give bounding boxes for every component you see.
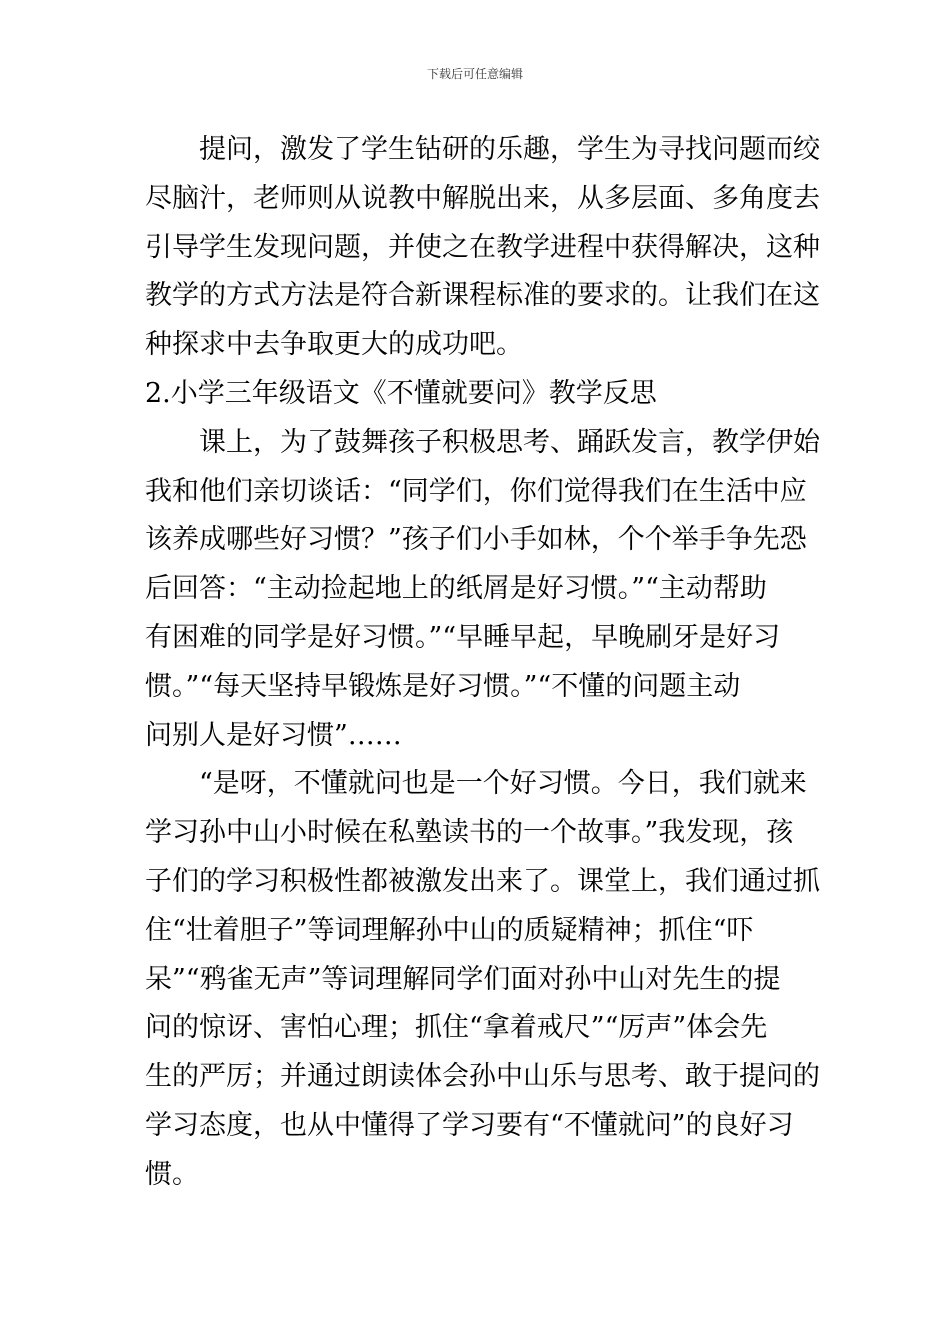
text-line: 教学的方式方法是符合新课程标准的要求的。让我们在这 [145, 280, 820, 312]
page-header: 下载后可任意编辑 [426, 67, 523, 81]
text-line: 尽脑汁，老师则从说教中解脱出来，从多层面、多角度去 [145, 182, 820, 214]
section-heading: 2.小学三年级语文《不懂就要问》教学反思 [145, 377, 657, 409]
text-line: 该养成哪些好习惯？”孩子们小手如林，个个举手争先恐 [145, 524, 807, 556]
text-line: 呆”“鸦雀无声”等词理解同学们面对孙中山对先生的提 [145, 963, 781, 995]
text-line: 问的惊讶、害怕心理；抓住“拿着戒尺”“厉声”体会先 [145, 1012, 768, 1044]
text-line: 我和他们亲切谈话：“同学们，你们觉得我们在生活中应 [145, 475, 807, 507]
text-line: 问别人是好习惯”…… [145, 719, 402, 751]
text-line: 课上，为了鼓舞孩子积极思考、踊跃发言，教学伊始 [145, 426, 820, 458]
text-line: 惯。”“每天坚持早锻炼是好习惯。”“不懂的问题主动 [145, 670, 741, 702]
text-line: 生的严厉；并通过朗读体会孙中山乐与思考、敢于提问的 [145, 1061, 820, 1093]
text-line: 住“壮着胆子”等词理解孙中山的质疑精神；抓住“吓 [145, 914, 754, 946]
text-line: 提问，激发了学生钻研的乐趣，学生为寻找问题而绞 [145, 134, 820, 165]
text-line: 学习孙中山小时候在私塾读书的一个故事。”我发现，孩 [145, 817, 794, 849]
text-line: 子们的学习积极性都被激发出来了。课堂上，我们通过抓 [145, 865, 820, 897]
text-line: 种探求中去争取更大的成功吧。 [145, 329, 523, 361]
text-line: 学习态度，也从中懂得了学习要有“不懂就问”的良好习 [145, 1109, 794, 1141]
text-line: 有困难的同学是好习惯。”“早睡早起，早晚刷牙是好习 [145, 621, 781, 653]
text-line: “是呀，不懂就问也是一个好习惯。今日，我们就来 [145, 768, 807, 800]
document-body [145, 126, 820, 1200]
text-line: 惯。 [145, 1158, 199, 1190]
text-line: 后回答：“主动捡起地上的纸屑是好习惯。”“主动帮助 [145, 573, 767, 605]
text-line: 引导学生发现问题，并使之在教学进程中获得解决，这种 [145, 231, 820, 263]
